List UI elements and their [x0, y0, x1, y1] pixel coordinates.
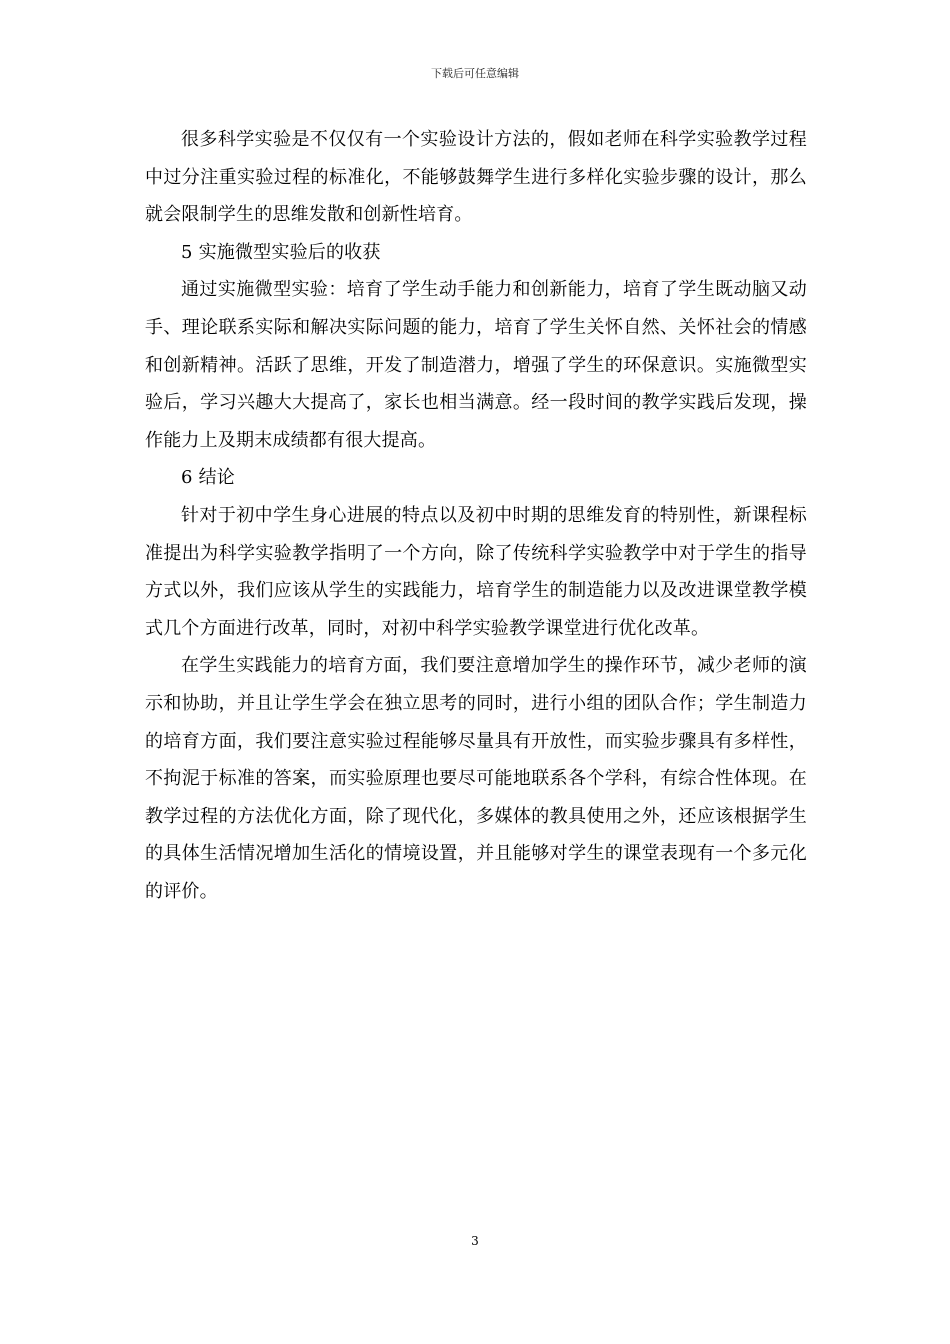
paragraph-experiment-design: 很多科学实验是不仅仅有一个实验设计方法的，假如老师在科学实验教学过程中过分注重实验过程的标准化，不能够鼓舞学生进行多样化实验步骤的设计，那么就会限制学生的思维发散和创新性培育。 — [145, 129, 807, 226]
page-number: 3 — [471, 1234, 479, 1248]
paragraph-conclusion-2: 在学生实践能力的培育方面，我们要注意增加学生的操作环节，减少老师的演示和协助，并且让学生学会在独立思考的同时，进行小组的团队合作；学生制造力的培育方面，我们要注意实验过程能够尽量具有开放性，而实验步骤具有多样性，不拘泥于标准的答案，而实验原理也要尽可能地联系各个学科，有综合性体现。在教学过程的方法优化方面，除了现代化，多媒体的教具使用之外，还应该根据学生的具体生活情况增加生活化的情境设置，并且能够对学生的课堂表现有一个多元化的评价。 — [145, 655, 807, 902]
document-body — [145, 121, 807, 910]
section-heading-6: 6 结论 — [181, 467, 235, 489]
section-heading-5: 5 实施微型实验后的收获 — [181, 241, 381, 263]
paragraph-conclusion-1: 针对于初中学生身心进展的特点以及初中时期的思维发育的特别性，新课程标准提出为科学实验教学指明了一个方向，除了传统科学实验教学中对于学生的指导方式以外，我们应该从学生的实践能力，培育学生的制造能力以及改进课堂教学模式几个方面进行改革，同时，对初中科学实验教学课堂进行优化改革。 — [145, 504, 807, 639]
paragraph-gains: 通过实施微型实验：培育了学生动手能力和创新能力，培育了学生既动脑又动手、理论联系实际和解决实际问题的能力，培育了学生关怀自然、关怀社会的情感和创新精神。活跃了思维，开发了制造潜力，增强了学生的环保意识。实施微型实验后，学习兴趣大大提高了，家长也相当满意。经一段时间的教学实践后发现，操作能力上及期末成绩都有很大提高。 — [145, 279, 807, 451]
page-header: 下载后可任意编辑 — [431, 67, 519, 80]
